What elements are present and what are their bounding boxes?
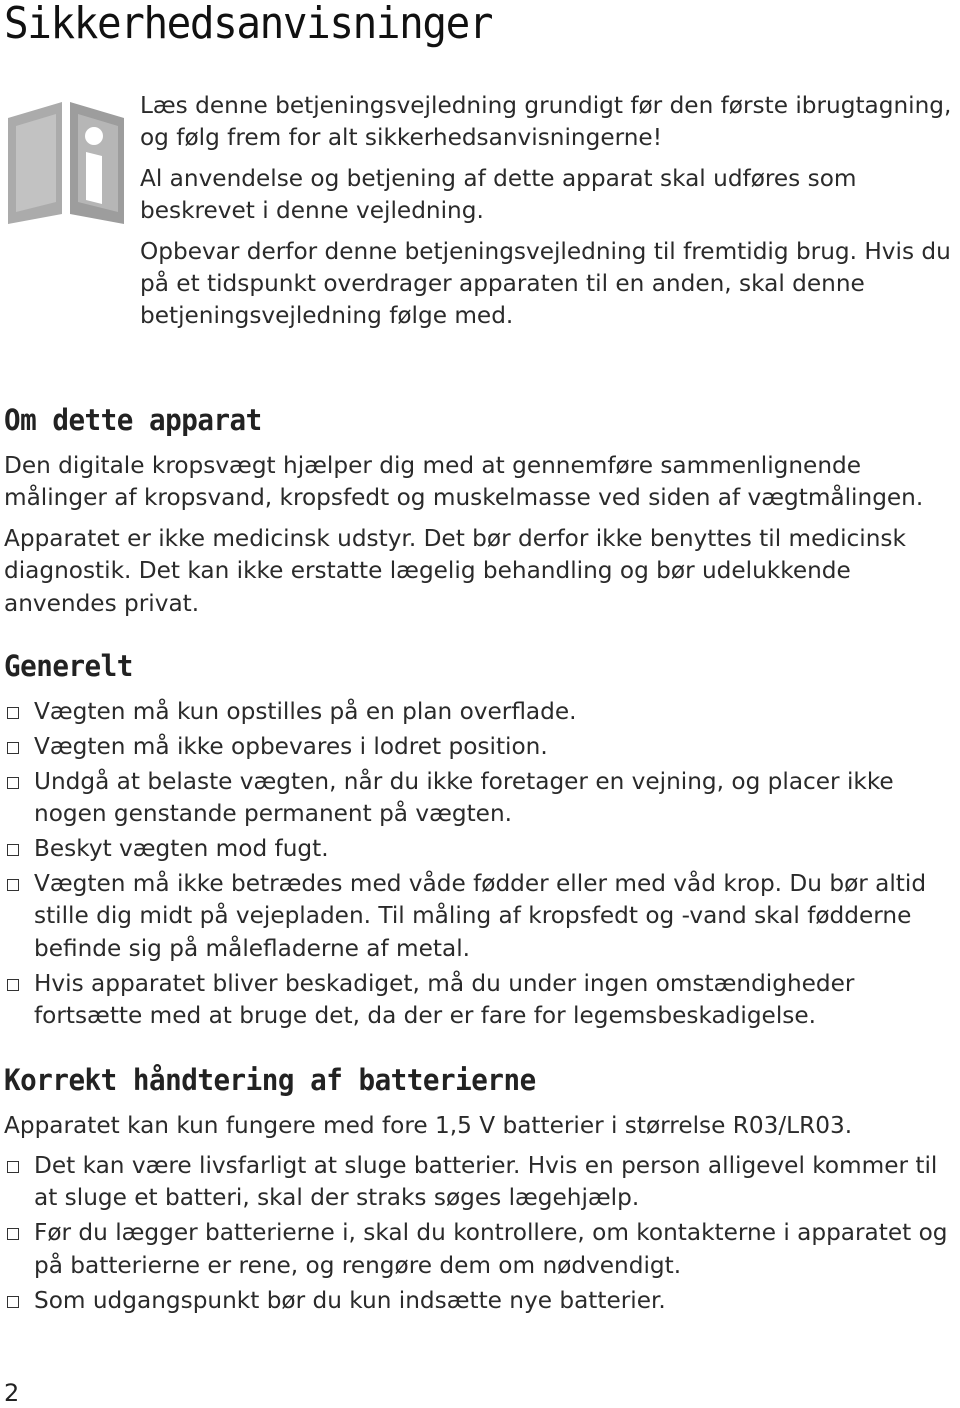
intro-paragraph: Opbevar derfor denne betjeningsvejledning til fremtidig brug. Hvis du på et tidspunkt overdrager apparaten til en anden, skal denne betjeningsvejledning følge med.: [140, 237, 951, 330]
about-paragraph: Den digitale kropsvægt hjælper dig med at gennemføre sammenlignende målinger af kropsvand, kropsfedt og muskelmasse ved siden af vægtmålingen.: [4, 452, 924, 512]
list-item: Vægten må ikke betrædes med våde fødder eller med våd krop. Du bør altid stille dig midt på vejepladen. Til måling af kropsfedt og -vand skal fødderne befinde sig på målefladerne af metal.: [4, 868, 960, 965]
checkbox-square-icon: [7, 1296, 19, 1308]
checkbox-square-icon: [7, 844, 19, 856]
batteries-intro-text: Apparatet kan kun fungere med fore 1,5 V batterier i størrelse R03/LR03.: [4, 1112, 853, 1139]
checkbox-square-icon: [7, 1228, 19, 1240]
info-book-icon: [6, 96, 126, 224]
page-number: 2: [4, 1379, 20, 1407]
about-text: [4, 450, 956, 620]
intro-paragraph: Al anvendelse og betjening af dette apparat skal udføres som beskrevet i denne vejledning.: [140, 164, 857, 225]
checkbox-square-icon: [7, 1161, 19, 1173]
list-item: Vægten må kun opstilles på en plan overflade.: [4, 696, 960, 728]
checkbox-square-icon: [7, 979, 19, 991]
about-heading: Om dette apparat: [4, 403, 262, 437]
general-heading: Generelt: [4, 649, 133, 683]
about-paragraph: Apparatet er ikke medicinsk udstyr. Det bør derfor ikke benyttes til medicinsk diagnostik. Det kan ikke erstatte lægelig behandling og bør udelukkende anvendes privat.: [4, 524, 906, 617]
checkbox-square-icon: [7, 879, 19, 891]
checkbox-square-icon: [7, 777, 19, 789]
batteries-list: [4, 1150, 960, 1320]
list-item: Før du lægger batterierne i, skal du kontrollere, om kontakterne i apparatet og på batterierne er rene, og rengøre dem om nødvendigt.: [4, 1217, 960, 1282]
general-list: [4, 696, 960, 1035]
list-item: Vægten må ikke opbevares i lodret position.: [4, 731, 960, 763]
checkbox-square-icon: [7, 742, 19, 754]
list-item: Beskyt vægten mod fugt.: [4, 833, 960, 865]
list-item: Undgå at belaste vægten, når du ikke foretager en vejning, og placer ikke nogen genstande permanent på vægten.: [4, 766, 960, 831]
list-item: Hvis apparatet bliver beskadiget, må du under ingen omstændigheder fortsætte med at bruge det, da der er fare for legemsbeskadigelse.: [4, 968, 960, 1033]
page-title: Sikkerhedsanvisninger: [4, 0, 493, 49]
list-item: Det kan være livsfarligt at sluge batterier. Hvis en person alligevel kommer til at sluge et batteri, skal der straks søges lægehjælp.: [4, 1150, 960, 1215]
batteries-heading: Korrekt håndtering af batterierne: [4, 1063, 536, 1097]
checkbox-square-icon: [7, 707, 19, 719]
intro-paragraph: Læs denne betjeningsvejledning grundigt før den første ibrugtagning, og følg frem for alt sikkerhedsanvisningerne!: [140, 92, 952, 152]
intro-text: [140, 90, 958, 333]
batteries-intro: [4, 1110, 956, 1142]
list-item: Som udgangspunkt bør du kun indsætte nye batterier.: [4, 1285, 960, 1317]
